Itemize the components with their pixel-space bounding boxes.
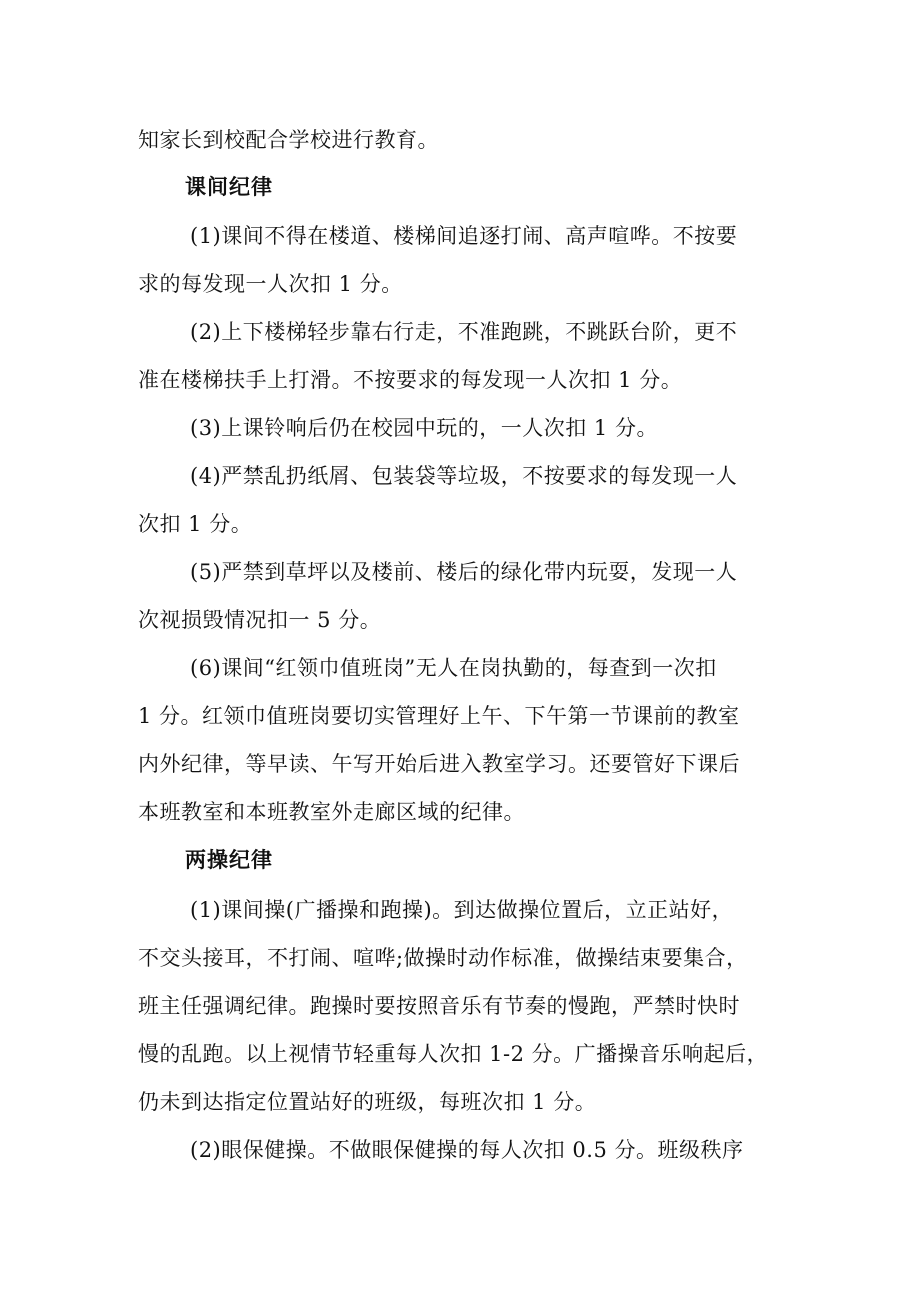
- paragraph-line: 慢的乱跑。以上视情节轻重每人次扣 1-2 分。广播操音乐响起后，: [138, 1042, 769, 1066]
- paragraph-line: (3)上课铃响后仍在校园中玩的，一人次扣 1 分。: [190, 416, 658, 440]
- paragraph-line: 次视损毁情况扣一 5 分。: [138, 608, 382, 632]
- intro-continuation: 知家长到校配合学校进行教育。: [138, 128, 439, 152]
- paragraph-line: (6)课间“红领巾值班岗”无人在岗执勤的，每查到一次扣: [190, 656, 717, 680]
- paragraph-line: (2)上下楼梯轻步靠右行走，不准跑跳，不跳跃台阶，更不: [190, 320, 738, 344]
- paragraph-line: 不交头接耳，不打闹、喧哗;做操时动作标准，做操结束要集合，: [138, 946, 748, 970]
- paragraph-line: (4)严禁乱扔纸屑、包装袋等垃圾，不按要求的每发现一人: [190, 464, 738, 488]
- section-heading-recess-discipline: 课间纪律: [185, 175, 273, 199]
- section-heading-exercise-discipline: 两操纪律: [185, 848, 273, 872]
- paragraph-line: 次扣 1 分。: [138, 512, 253, 536]
- paragraph-line: 仍未到达指定位置站好的班级，每班次扣 1 分。: [138, 1090, 597, 1114]
- paragraph-line: 本班教室和本班教室外走廊区域的纪律。: [138, 800, 525, 824]
- paragraph-line: 1 分。红领巾值班岗要切实管理好上午、下午第一节课前的教室: [138, 704, 740, 728]
- paragraph-line: (5)严禁到草坪以及楼前、楼后的绿化带内玩耍，发现一人: [190, 560, 738, 584]
- paragraph-line: (1)课间不得在楼道、楼梯间追逐打闹、高声喧哗。不按要: [190, 224, 738, 248]
- paragraph-line: (2)眼保健操。不做眼保健操的每人次扣 0.5 分。班级秩序: [190, 1138, 744, 1162]
- paragraph-line: 求的每发现一人次扣 1 分。: [138, 272, 403, 296]
- paragraph-line: 班主任强调纪律。跑操时要按照音乐有节奏的慢跑，严禁时快时: [138, 994, 740, 1018]
- paragraph-line: 内外纪律，等早读、午写开始后进入教室学习。还要管好下课后: [138, 752, 740, 776]
- paragraph-line: 准在楼梯扶手上打滑。不按要求的每发现一人次扣 1 分。: [138, 368, 683, 392]
- paragraph-line: (1)课间操(广播操和跑操)。到达做操位置后，立正站好，: [190, 898, 734, 922]
